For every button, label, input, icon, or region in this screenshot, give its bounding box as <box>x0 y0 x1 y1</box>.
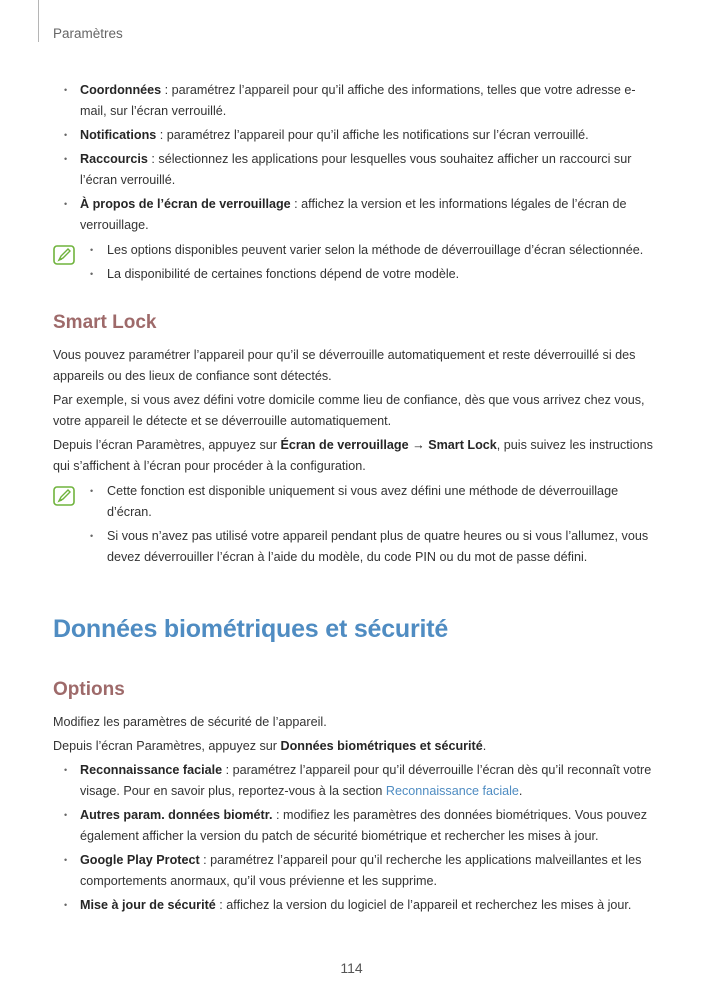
note-item: • Les options disponibles peuvent varier selon la méthode de déverrouillage d’écran sélectionnée. <box>107 240 653 261</box>
face-recognition-link[interactable]: Reconnaissance faciale <box>385 784 519 798</box>
paragraph: Depuis l’écran Paramètres, appuyez sur Écran de verrouillage → Smart Lock, puis suivez les instructions qui s’affichent à l’écran pour procéder à la configuration. <box>53 438 653 473</box>
chapter-title: Données biométriques et sécurité <box>53 615 449 643</box>
list-item: • Notifications : paramétrez l’appareil pour qu’il affiche les notifications sur l’écran verrouillé. <box>53 125 653 146</box>
list-item: • Coordonnées : paramétrez l’appareil pour qu’il affiche des informations, telles que votre adresse e-mail, sur l’écran verrouillé. <box>53 80 653 122</box>
paragraph: Par exemple, si vous avez défini votre domicile comme lieu de confiance, dès que vous arrivez chez vous, votre appareil le détecte et se déverrouille automatiquement. <box>53 393 645 428</box>
lock-screen-options-list <box>53 80 653 236</box>
page-content <box>53 80 653 919</box>
security-options-list <box>53 760 653 916</box>
list-item: • À propos de l’écran de verrouillage : affichez la version et les informations légales de l’écran de verrouillage. <box>53 194 653 236</box>
section-heading-smart-lock: Smart Lock <box>53 312 157 333</box>
paragraph: Depuis l’écran Paramètres, appuyez sur Données biométriques et sécurité. <box>53 739 487 753</box>
note-pencil-icon <box>53 245 75 265</box>
header-rule <box>38 0 39 42</box>
list-item: • Mise à jour de sécurité : affichez la version du logiciel de l’appareil et recherchez les mises à jour. <box>53 895 653 916</box>
list-item: • Raccourcis : sélectionnez les applications pour lesquelles vous souhaitez afficher un raccourci sur l’écran verrouillé. <box>53 149 653 191</box>
paragraph: Vous pouvez paramétrer l’appareil pour qu’il se déverrouille automatiquement et reste déverrouillé si des appareils ou des lieux de confiance sont détectés. <box>53 348 636 383</box>
section-heading-options: Options <box>53 679 125 700</box>
running-header: Paramètres <box>53 26 123 41</box>
note-box <box>53 481 653 568</box>
note-pencil-icon <box>53 486 75 506</box>
paragraph: Modifiez les paramètres de sécurité de l’appareil. <box>53 715 327 729</box>
note-item: • Cette fonction est disponible uniquement si vous avez défini une méthode de déverrouillage d’écran. <box>107 481 653 523</box>
note-box <box>53 240 653 285</box>
list-item: • Google Play Protect : paramétrez l’appareil pour qu’il recherche les applications malveillantes et les comportements anormaux, qu’il vous prévienne et les supprime. <box>53 850 653 892</box>
list-item: • Autres param. données biométr. : modifiez les paramètres des données biométriques. Vous pouvez également afficher la version du patch de sécurité biométrique et rechercher les mises à jour. <box>53 805 653 847</box>
page-number: 114 <box>340 960 363 976</box>
note-item: • Si vous n’avez pas utilisé votre appareil pendant plus de quatre heures ou si vous l’allumez, vous devez déverrouiller l’écran à l’aide du modèle, du code PIN ou du mot de passe défini. <box>107 526 653 568</box>
list-item: • Reconnaissance faciale : paramétrez l’appareil pour qu’il déverrouille l’écran dès qu’il reconnaît votre visage. Pour en savoir plus, reportez-vous à la section Reconnaissance faciale. <box>53 760 653 802</box>
note-item: • La disponibilité de certaines fonctions dépend de votre modèle. <box>107 264 653 285</box>
